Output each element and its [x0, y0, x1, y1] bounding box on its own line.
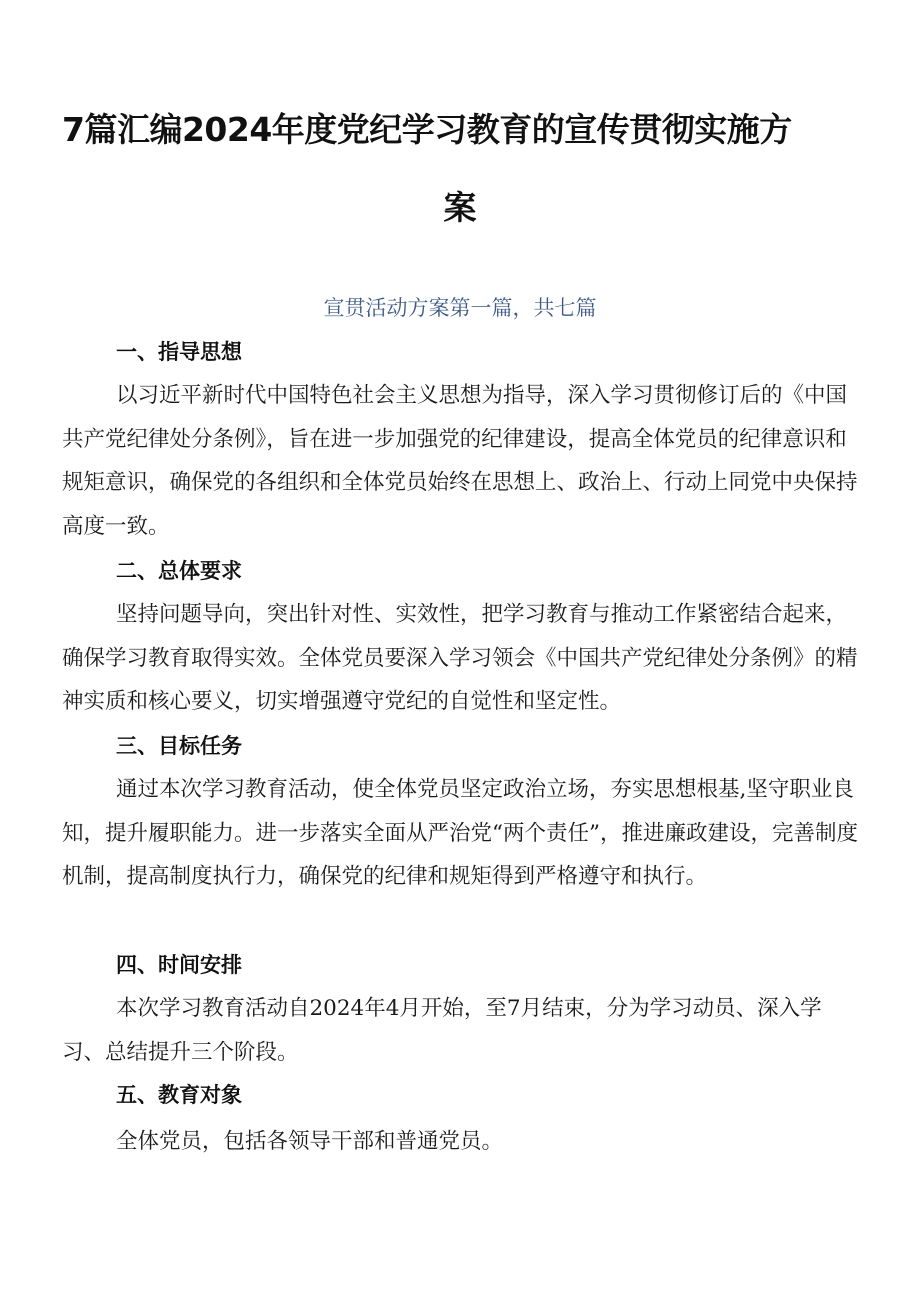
document-subtitle: 宣贯活动方案第一篇，共七篇: [323, 296, 597, 320]
section-heading-goals-tasks: 三、目标任务: [116, 734, 242, 758]
section-body-target-audience: 全体党员，包括各领导干部和普通党员。: [116, 1129, 504, 1154]
section-heading-target-audience: 五、教育对象: [116, 1083, 242, 1107]
section-body-schedule: 本次学习教育活动自2024年4月开始，至7月结束，分为学习动员、深入学习、总结提升三个阶段。: [62, 996, 822, 1065]
section-body-goals-tasks: 通过本次学习教育活动，使全体党员坚定政治立场，夯实思想根基,坚守职业良知，提升履职能力。进一步落实全面从严治党“两个责任”，推进廉政建设，完善制度机制，提高制度执行力，确保党的纪律和规矩得到严格遵守和执行。: [62, 777, 858, 890]
section-body-guiding-ideology: 以习近平新时代中国特色社会主义思想为指导，深入学习贯彻修订后的《中国共产党纪律处分条例》，旨在进一步加强党的纪律建设，提高全体党员的纪律意识和规矩意识，确保党的各组织和全体党员始终在思想上、政治上、行动上同党中央保持高度一致。: [62, 383, 858, 539]
section-heading-guiding-ideology: 一、指导思想: [116, 340, 242, 364]
section-heading-overall-requirements: 二、总体要求: [116, 559, 242, 583]
section-body-overall-requirements: 坚持问题导向，突出针对性、实效性，把学习教育与推动工作紧密结合起来，确保学习教育取得实效。全体党员要深入学习领会《中国共产党纪律处分条例》的精神实质和核心要义，切实增强遵守党纪的自觉性和坚定性。: [62, 602, 858, 715]
document-title: 7篇汇编2024年度党纪学习教育的宣传贯彻实施方: [62, 110, 792, 149]
document-title-continuation: 案: [443, 188, 477, 227]
section-heading-schedule: 四、时间安排: [116, 953, 242, 977]
